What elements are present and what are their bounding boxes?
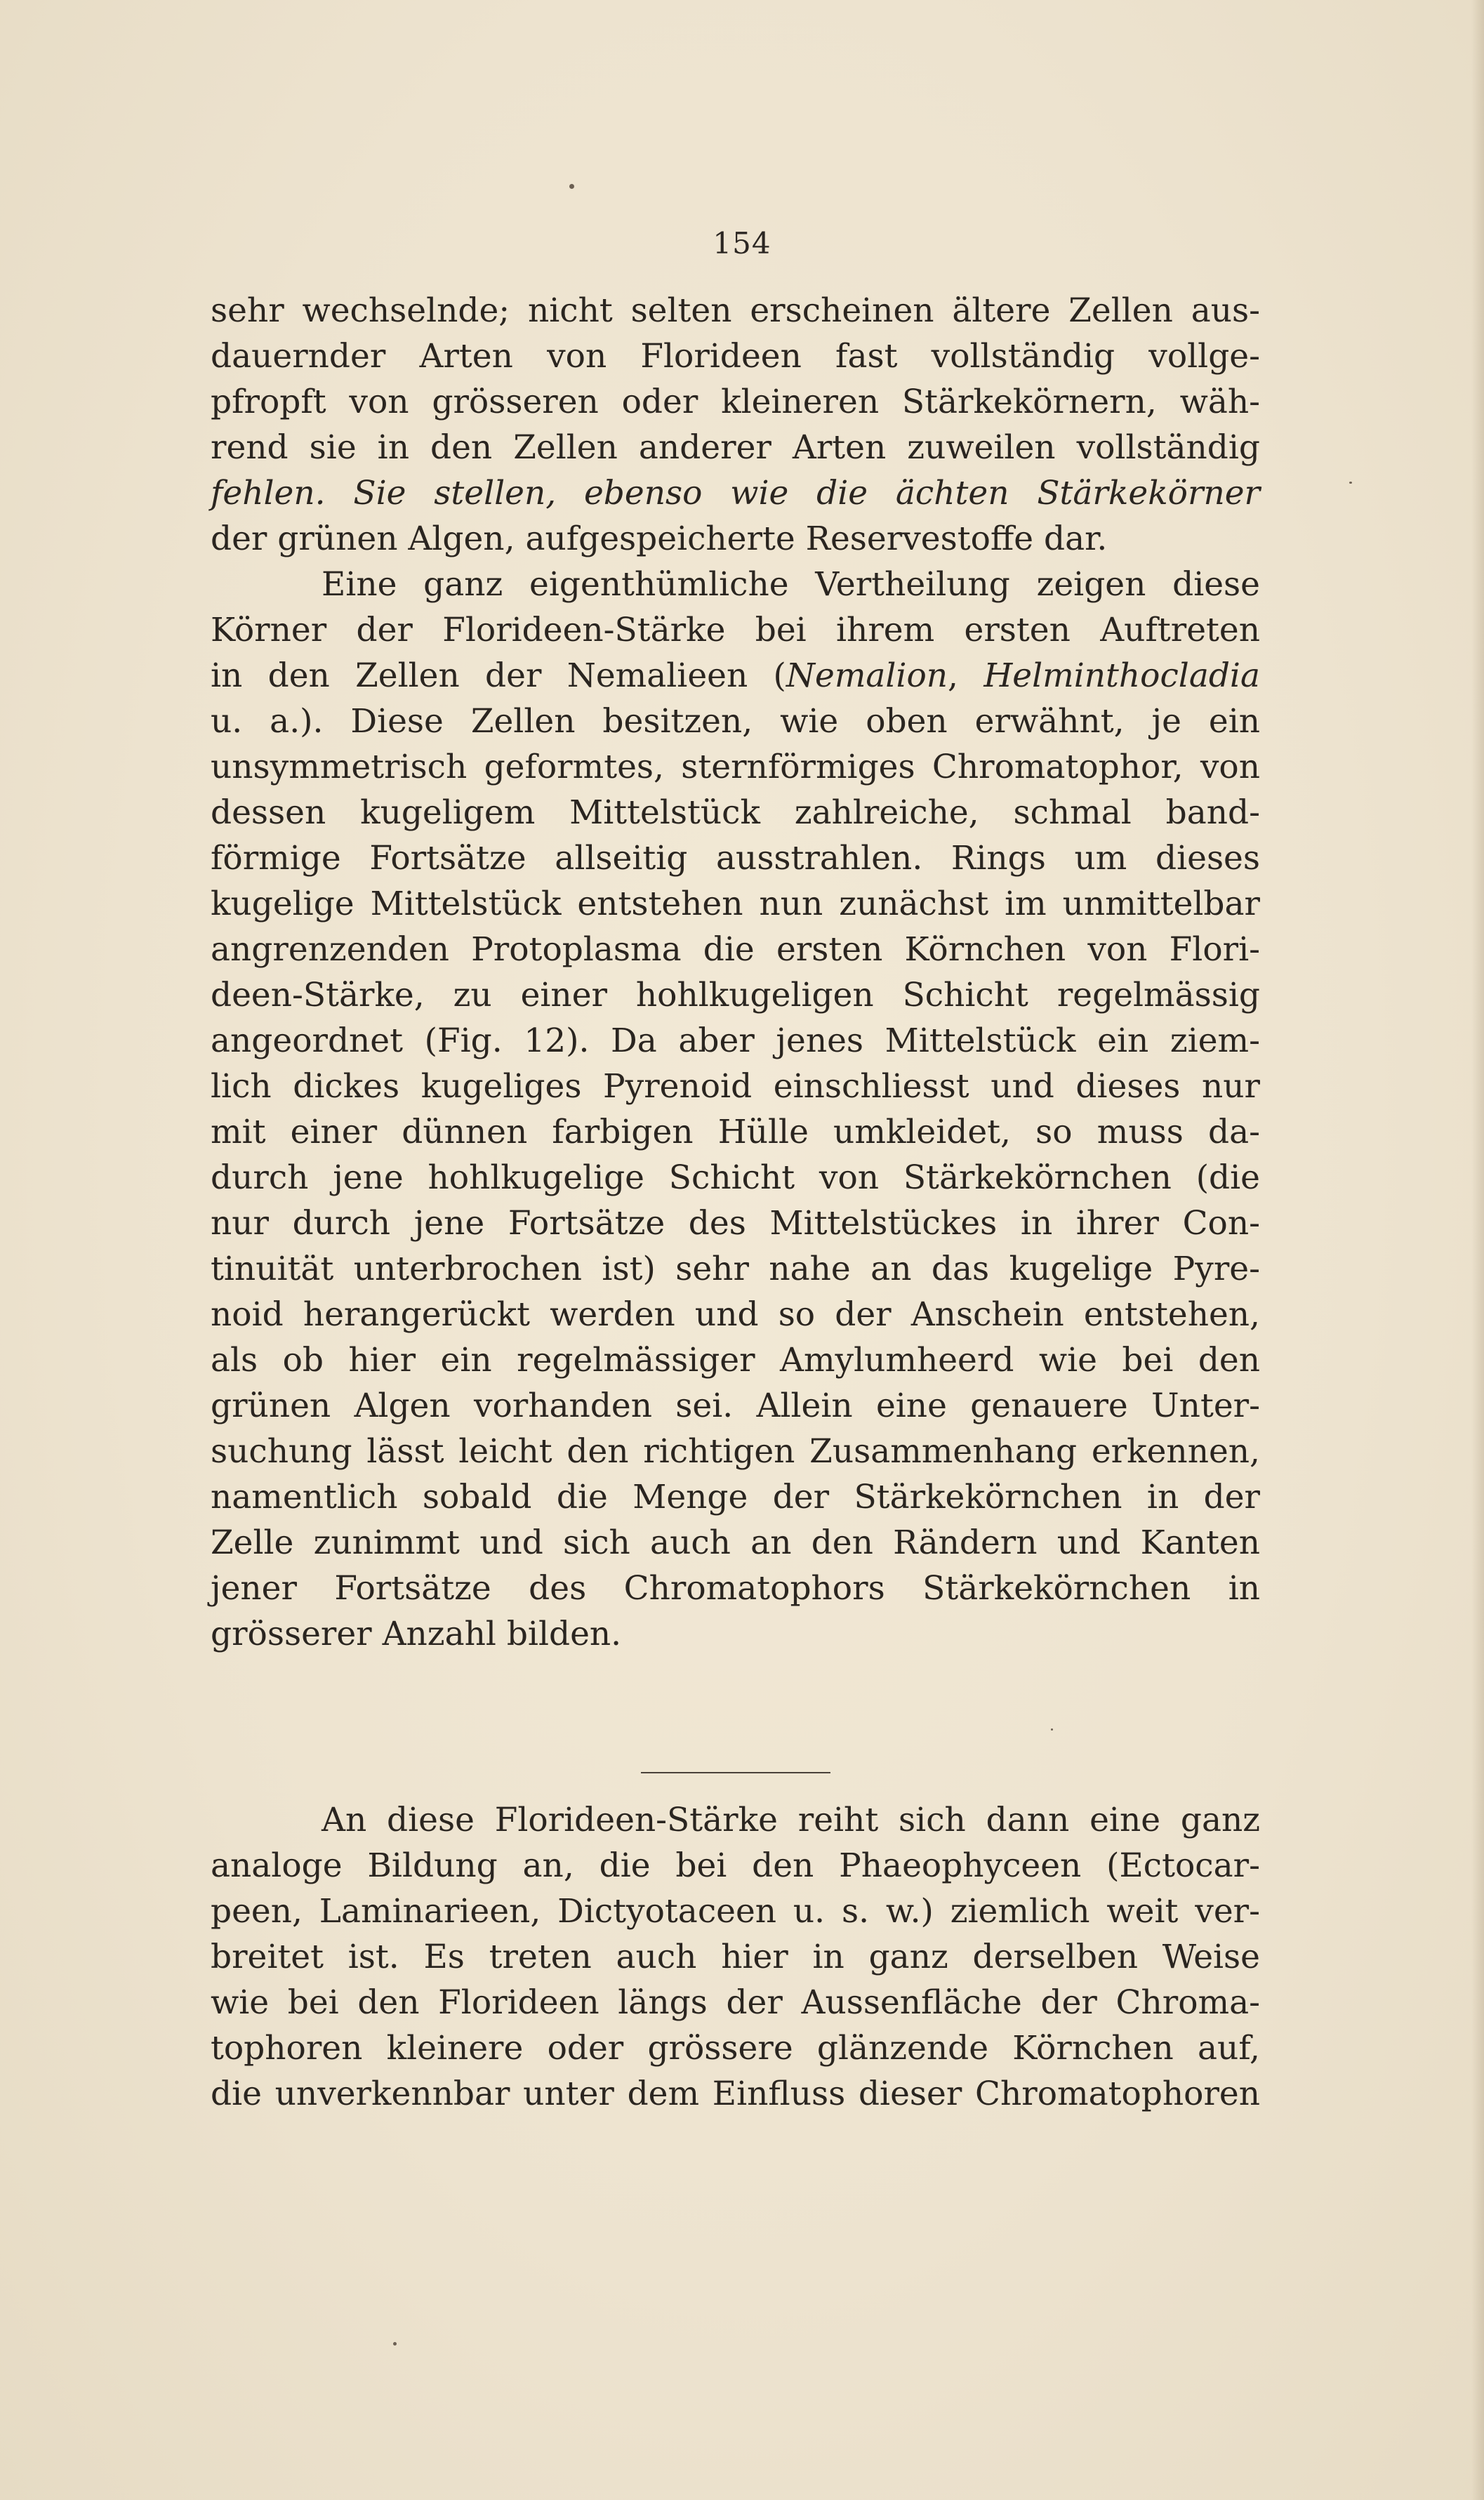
text-line: deen-Stärke, zu einer hohlkugeligen Schicht regelmässig (211, 976, 1260, 1014)
text-line: förmige Fortsätze allseitig ausstrahlen. Rings um dieses (211, 839, 1260, 878)
text-line: suchung lässt leicht den richtigen Zusammenhang erkennen, (211, 1432, 1260, 1471)
text-line: mit einer dünnen farbigen Hülle umkleidet, so muss da- (211, 1113, 1260, 1151)
text-line: pfropft von grösseren oder kleineren Stärkekörnern, wäh- (211, 383, 1260, 421)
text-line: Zelle zunimmt und sich auch an den Rändern und Kanten (211, 1523, 1260, 1562)
page-edge-shadow (1471, 0, 1484, 2500)
text-line: grösserer Anzahl bilden. (211, 1615, 622, 1653)
text-line: angrenzenden Protoplasma die ersten Körnchen von Flori- (211, 930, 1260, 969)
genus-name: Helminthocladia (983, 656, 1260, 695)
body-text-bottom (211, 1797, 1260, 2117)
section-divider (641, 1772, 830, 1773)
text-line: dessen kugeligem Mittelstück zahlreiche, schmal band- (211, 793, 1260, 832)
text-line: Eine ganz eigenthümliche Vertheilung zeigen diese (322, 565, 1260, 604)
text-line: kugelige Mittelstück entstehen nun zunächst im unmittelbar (211, 885, 1260, 923)
text-line: Körner der Florideen-Stärke bei ihrem ersten Auftreten (211, 611, 1260, 649)
text-line: durch jene hohlkugelige Schicht von Stärkekörnchen (die (211, 1158, 1260, 1197)
text-line: tinuität unterbrochen ist) sehr nahe an das kugelige Pyre- (211, 1250, 1260, 1288)
text-line: rend sie in den Zellen anderer Arten zuweilen vollständig (211, 428, 1260, 467)
text-line: breitet ist. Es treten auch hier in ganz derselben Weise (211, 1938, 1260, 1976)
text-line: wie bei den Florideen längs der Aussenfläche der Chroma- (211, 1983, 1260, 2022)
text-line: angeordnet (Fig. 12). Da aber jenes Mittelstück ein ziem- (211, 1021, 1260, 1060)
text-line: u. a.). Diese Zellen besitzen, wie oben erwähnt, je ein (211, 702, 1260, 741)
page-number: 154 (713, 226, 771, 260)
ink-speck (569, 184, 574, 189)
ink-speck (393, 2342, 397, 2346)
text-line: analoge Bildung an, die bei den Phaeophyceen (Ectocar- (211, 1846, 1260, 1885)
ink-speck (1349, 482, 1352, 484)
text-line: sehr wechselnde; nicht selten erscheinen ältere Zellen aus- (211, 291, 1260, 330)
text-line: unsymmetrisch geformtes, sternförmiges Chromatophor, von (211, 748, 1260, 786)
text-line: der grünen Algen, aufgespeicherte Reservestoffe dar. (211, 520, 1108, 558)
ink-speck (1051, 1728, 1053, 1731)
text-line: noid herangerückt werden und so der Anschein entstehen, (211, 1295, 1260, 1334)
text-line: peen, Laminarieen, Dictyotaceen u. s. w.) ziemlich weit ver- (211, 1892, 1260, 1931)
body-text-top (211, 288, 1260, 1657)
text-line: grünen Algen vorhanden sei. Allein eine genauere Unter- (211, 1387, 1260, 1425)
text-line: tophoren kleinere oder grössere glänzende Körnchen auf, (211, 2029, 1260, 2068)
text-line: An diese Florideen-Stärke reiht sich dann eine ganz (322, 1801, 1260, 1839)
text-line: als ob hier ein regelmässiger Amylumheerd wie bei den (211, 1341, 1260, 1380)
text-line: die unverkennbar unter dem Einfluss dieser Chromatophoren (211, 2075, 1260, 2113)
text-line: nur durch jene Fortsätze des Mittelstückes in ihrer Con- (211, 1204, 1260, 1243)
text-line: in den Zellen der Nemalieen (Nemalion, Helminthocladia (211, 656, 1260, 695)
text-line: lich dickes kugeliges Pyrenoid einschliesst und dieses nur (211, 1067, 1260, 1106)
text-line: jener Fortsätze des Chromatophors Stärkekörnchen in (211, 1569, 1260, 1608)
genus-name: Nemalion (786, 656, 948, 695)
text-line: fehlen. Sie stellen, ebenso wie die ächten Stärkekörner (211, 474, 1260, 512)
text-line: namentlich sobald die Menge der Stärkekörnchen in der (211, 1478, 1260, 1516)
text-line: dauernder Arten von Florideen fast vollständig vollge- (211, 337, 1260, 376)
